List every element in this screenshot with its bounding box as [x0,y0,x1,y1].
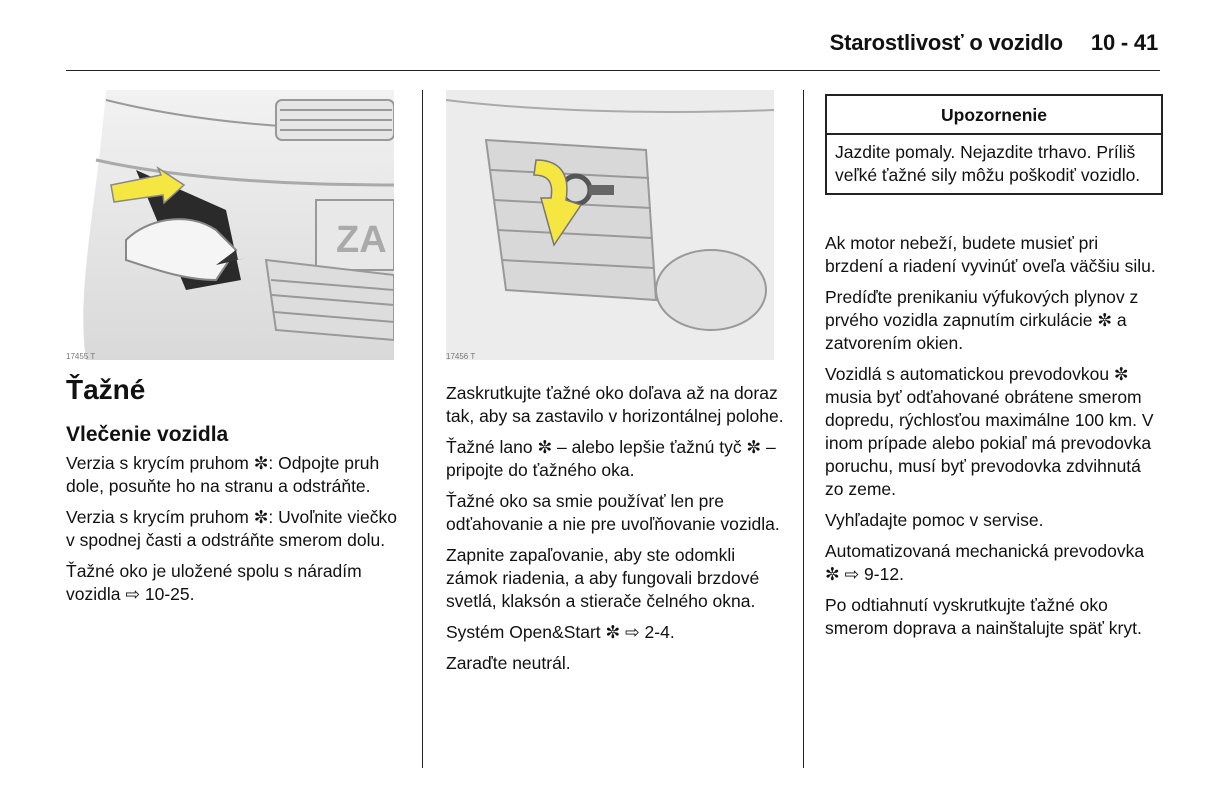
column-1 [66,374,406,614]
paragraph: Ak motor nebeží, budete musieť pri brzdení a riadení vyvinúť oveľa väčšiu silu. [825,233,1156,276]
column-2 [446,382,786,683]
page-header [830,30,1158,56]
column-3 [825,232,1161,648]
towing-eye-illustration [446,90,774,360]
page-number: 10 - 41 [1090,30,1158,55]
figure-code: 17456 T [446,352,476,361]
paragraph: Verzia s krycím pruhom ✼: Uvoľnite viečko v spodnej časti a odstráňte smerom dolu. [66,507,397,550]
figure-towing-eye [446,90,774,360]
paragraph: Zaskrutkujte ťažné oko doľava až na doraz tak, aby sa zastavilo v horizontálnej polohe. [446,383,784,426]
plate-text: ZA [336,219,387,261]
section-heading: Ťažné [66,374,146,405]
paragraph: Zapnite zapaľovanie, aby ste odomkli zámok riadenia, a aby fungovali brzdové svetlá, klaksón a stierače čelného okna. [446,545,760,611]
header-rule [66,70,1160,71]
subsection-heading: Vlečenie vozidla [66,423,229,446]
section-title: Starostlivosť o vozidlo [829,30,1063,55]
paragraph: Vozidlá s automatickou prevodovkou ✼ musia byť odťahované obrátene smerom dopredu, rýchlosťou maximálne 100 km. V inom prípade alebo pokiaľ má prevodovka poruchu, musí byť prevodovka zdvihnutá zo zeme. [825,364,1154,499]
paragraph: Ťažné lano ✼ – alebo lepšie ťažnú tyč ✼ – pripojte do ťažného oka. [446,437,776,480]
paragraph: Ťažné oko sa smie používať len pre odťahovanie a nie pre uvoľňovanie vozidla. [446,491,780,534]
paragraph: Vyhľadajte pomoc v servise. [825,510,1044,530]
warning-box [825,94,1163,195]
paragraph: Verzia s krycím pruhom ✼: Odpojte pruh dole, posuňte ho na stranu a odstráňte. [66,453,380,496]
column-divider-1 [422,90,423,768]
paragraph: Predíďte prenikaniu výfukových plynov z prvého vozidla zapnutím cirkulácie ✼ a zatvorením okien. [825,287,1139,353]
paragraph: Ťažné oko je uložené spolu s náradím vozidla ⇨ 10-25. [66,561,362,604]
figure-code: 17455 T [66,352,96,361]
paragraph: Automatizovaná mechanická prevodovka ✼ ⇨ 9-12. [825,541,1145,584]
column-divider-2 [803,90,804,768]
warning-title: Upozornenie [827,96,1161,135]
paragraph: Systém Open&Start ✼ ⇨ 2-4. [446,622,675,642]
paragraph: Zaraďte neutrál. [446,653,571,673]
paragraph: Po odtiahnutí vyskrutkujte ťažné oko smerom doprava a nainštalujte späť kryt. [825,595,1142,638]
warning-text: Jazdite pomaly. Nejazdite trhavo. Príliš veľké ťažné sily môžu poškodiť vozidlo. [835,142,1141,185]
figure-bumper-cover-removal [66,90,394,360]
bumper-cover-illustration [66,90,394,360]
